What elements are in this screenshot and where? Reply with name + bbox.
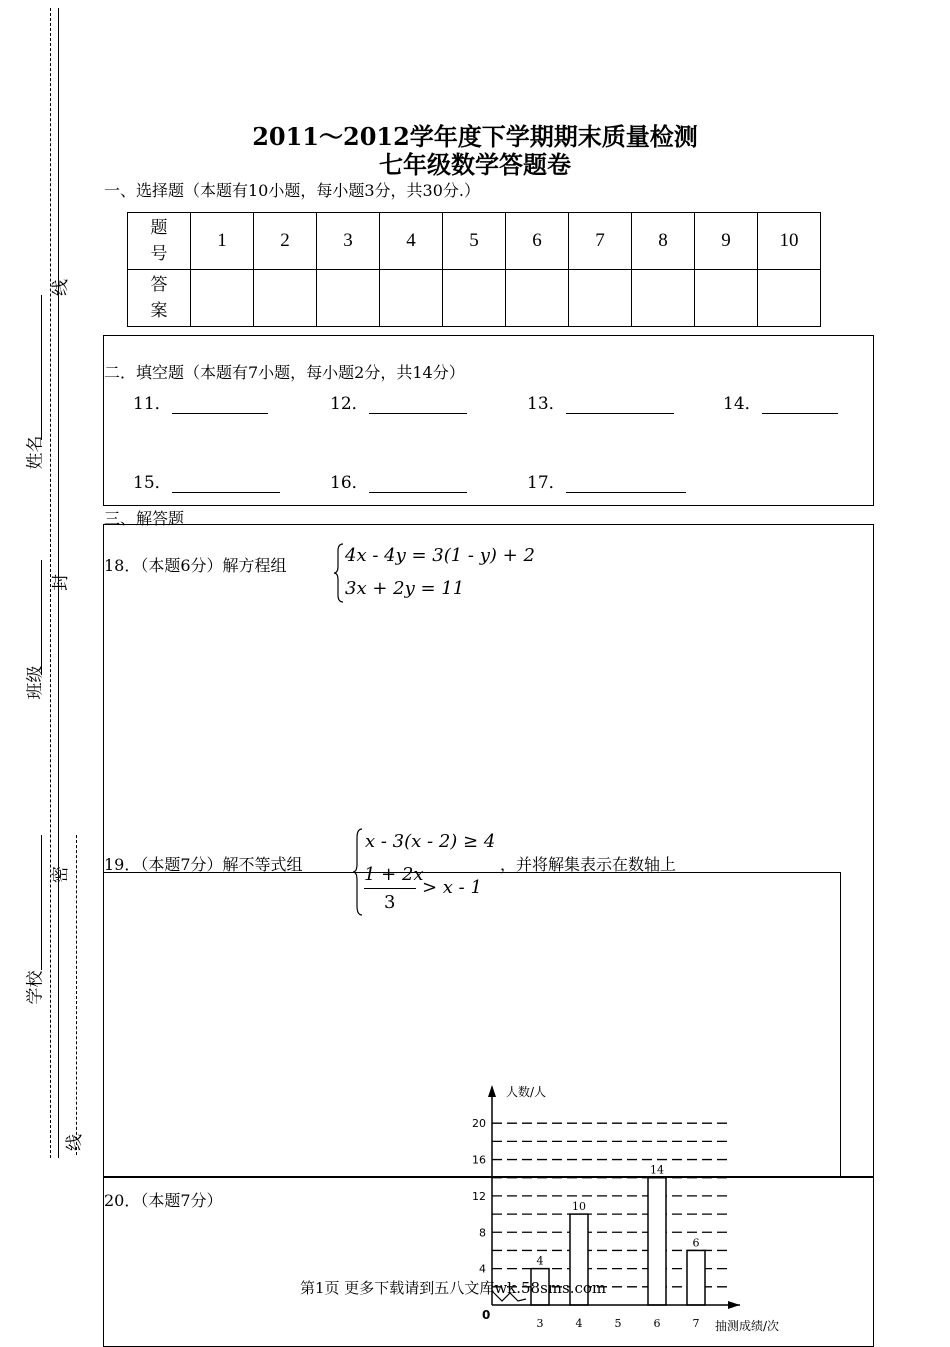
q19-fraction-denominator: 3 [384,892,396,913]
bar [648,1178,666,1305]
blank-14[interactable]: 14． [723,389,838,414]
blank-11[interactable]: 11． [133,389,268,414]
answer-cell[interactable] [254,270,317,327]
q19-label: 19．（本题7分）解不等式组 [104,855,303,874]
x-tick-label: 7 [692,1317,700,1330]
answer-cell[interactable] [443,270,506,327]
blank-13[interactable]: 13． [527,389,674,414]
row-label-number: 题 号 [128,213,191,270]
answer-cell[interactable] [506,270,569,327]
q18-label: 18．（本题6分）解方程组 [104,556,287,575]
answer-cell[interactable] [317,270,380,327]
bar-value-label: 10 [572,1200,586,1214]
question-number: 8 [632,213,695,270]
q19-suffix: ，并将解集表示在数轴上 [500,855,677,874]
page-subtitle: 七年级数学答题卷 [379,150,571,179]
x-axis-arrow [728,1301,740,1309]
q19-brace [352,828,364,916]
answer-table [127,212,821,327]
margin-seal-label: 封 [51,574,71,591]
y-tick-label: 4 [479,1262,486,1276]
y-axis-arrow [488,1085,496,1097]
margin-line-top-label: 线 [51,279,71,296]
bar-value-label: 14 [650,1163,664,1177]
q20-label: 20．（本题7分） [104,1191,223,1210]
q19-fraction-bar [364,888,416,889]
page-title: 2011～2012学年度下学期期末质量检测 [252,122,698,151]
answer-cell[interactable] [191,270,254,327]
score-bar-chart [440,1075,810,1340]
answer-cell[interactable] [758,270,821,327]
bar-value-label: 4 [536,1254,544,1268]
question-number: 1 [191,213,254,270]
margin-underline-name [41,295,42,440]
y-tick-label: 20 [472,1117,486,1131]
question-number: 7 [569,213,632,270]
row-label-answer: 答 案 [128,270,191,327]
y-tick-label: 12 [472,1189,486,1203]
answer-cell[interactable] [632,270,695,327]
q19-fraction-numerator: 1 + 2x [364,864,424,885]
answer-cell[interactable] [569,270,632,327]
blank-16[interactable]: 16． [330,468,467,493]
margin-name-label: 姓名 [25,435,46,470]
x-tick-label: 3 [536,1317,544,1330]
margin-underline-school [41,835,42,970]
margin-underline-class [41,560,42,675]
margin-school-label: 学校 [25,970,46,1005]
y-axis-label: 人数/人 [506,1085,547,1099]
question-number: 2 [254,213,317,270]
question-number: 5 [443,213,506,270]
section2-heading: 二．填空题（本题有7小题，每小题2分，共14分） [104,363,465,382]
blank-12[interactable]: 12． [330,389,467,414]
page-footer: 第1页 更多下载请到五八文库wk.58sms.com [300,1279,607,1297]
q19-inequality-1: x - 3(x - 2) ≥ 4 [365,831,496,852]
answer-cell[interactable] [380,270,443,327]
question-number: 6 [506,213,569,270]
x-axis-label: 抽测成绩/次 [715,1319,780,1333]
margin-class-label: 班级 [25,665,46,700]
x-tick-label: 4 [575,1317,583,1330]
answer-cell[interactable] [695,270,758,327]
bar-value-label: 6 [692,1236,700,1250]
x-tick-label: 5 [614,1317,622,1330]
margin-secret-label: 密 [51,866,71,883]
x-tick-label: 6 [653,1317,661,1330]
question-number: 10 [758,213,821,270]
section1-heading: 一、选择题（本题有10小题，每小题3分，共30分.） [104,181,480,200]
bar [687,1250,705,1305]
margin-line-bottom-label: 线 [65,1134,85,1151]
y-tick-label: 16 [472,1153,486,1167]
section3-heading: 三、解答题 [104,509,185,528]
question-number: 4 [380,213,443,270]
q18-brace [333,543,345,603]
q18-equation-2: 3x + 2y = 11 [345,578,465,599]
question-number: 9 [695,213,758,270]
margin-line-dashed-right [76,835,77,1155]
y-tick-label: 8 [479,1226,486,1240]
origin-label: 0 [482,1308,491,1322]
blank-15[interactable]: 15． [133,468,280,493]
q19-inequality-2-rest: > x - 1 [422,877,482,898]
blank-17[interactable]: 17． [527,468,686,493]
question-number: 3 [317,213,380,270]
q18-equation-1: 4x - 4y = 3(1 - y) + 2 [345,545,535,566]
